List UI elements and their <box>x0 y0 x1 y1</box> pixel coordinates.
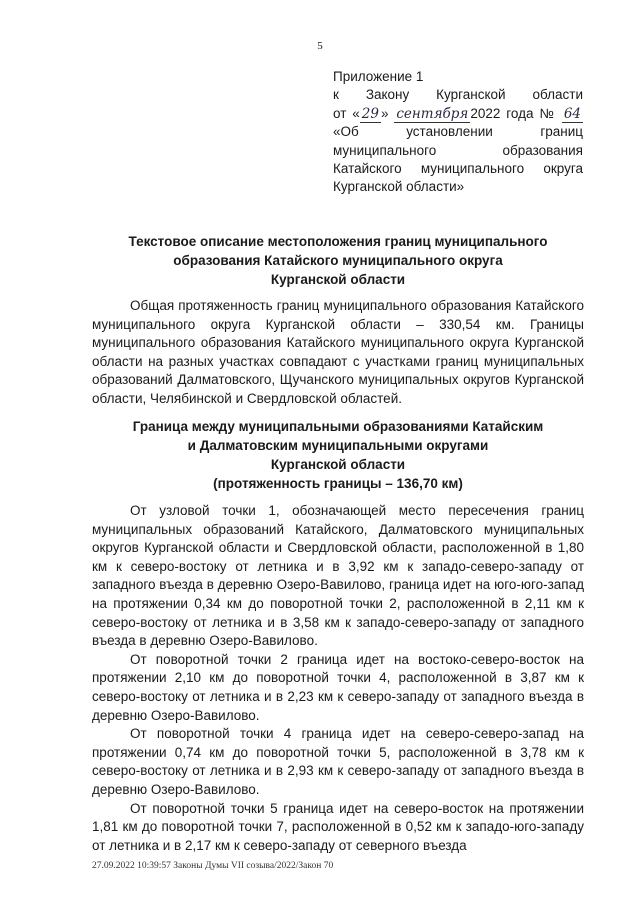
date-mid: » <box>380 105 389 121</box>
document-footer: 27.09.2022 10:39:57 Законы Думы VII созыва/2022/Закон 70 <box>92 861 334 871</box>
section-heading-length: (протяженность границы – 136,70 км) <box>213 476 463 491</box>
section-heading-line3: Курганской области <box>270 457 406 472</box>
main-heading <box>92 232 584 289</box>
appendix-subject-line3: Катайского муниципального округа <box>333 161 583 177</box>
appendix-date-line <box>333 105 583 123</box>
appendix-law-line: к Закону Курганской области <box>333 87 583 103</box>
paragraph: От поворотной точки 5 граница идет на северо-восток на протяжении 1,81 км до поворотной точки 7, расположенной в 0,52 км к западо-юго-западу от летника и в 2,17 км к северо-западу от северного въезда <box>92 800 584 853</box>
handwritten-day: 29 <box>361 105 379 122</box>
boundary-description <box>92 502 584 855</box>
date-suffix: 2022 года № <box>470 105 556 121</box>
handwritten-month: сентября <box>396 105 469 122</box>
appendix-subject-line1: «Об установлении границ <box>333 124 583 140</box>
main-heading-line1: Текстовое описание местоположения границ муниципального <box>128 234 548 249</box>
section-heading <box>92 417 584 493</box>
appendix-subject-line4: Курганской области» <box>333 179 465 195</box>
main-heading-line2: образования Катайского муниципального округа <box>173 253 503 268</box>
appendix-subject-line2: муниципального образования <box>333 142 583 158</box>
section-heading-line2: и Далматовским муниципальными округами <box>187 438 489 453</box>
paragraph: От поворотной точки 4 граница идет на северо-северо-запад на протяжении 0,74 км до поворотной точки 5, расположенной в 3,78 км к северо-востоку от летника и в 2,93 км к северо-западу от западного въезда в деревню Озеро-Вавилово. <box>92 726 584 797</box>
date-prefix: от « <box>333 105 360 121</box>
intro-paragraph: Общая протяженность границ муниципального образования Катайского муниципального округа Курганской области – 330,54 км. Границы муниципального образования Катайского муниципального округа Курганской области на разных участках совпадают с участками границ муниципальных образований Далматовского, Щучанского муниципальных округов Курганской области, Челябинской и Свердловской областей. <box>92 298 584 406</box>
section-heading-line1: Граница между муниципальными образованиями Катайским <box>132 419 544 434</box>
handwritten-number: 64 <box>563 105 581 122</box>
intro-section <box>92 297 584 409</box>
main-heading-line3: Курганской области <box>270 272 406 287</box>
appendix-title: Приложение 1 <box>333 69 424 84</box>
paragraph: От узловой точки 1, обозначающей место пересечения границ муниципальных образований Катайского, Далматовского муниципальных округов Курганской области и Свердловской области, расположенной в 1,80 км к северо-востоку от летника и в 3,92 км к западо-северо-западу от западного въезда в деревню Озеро-Вавилово, граница идет на юго-юго-запад на протяжении 0,34 км до поворотной точки 2, расположенной в 2,11 км к северо-востоку от летника и в 3,58 км к западо-северо-западу от западного въезда в деревню Озеро-Вавилово. <box>92 503 584 649</box>
appendix-block <box>333 68 583 197</box>
paragraph: От поворотной точки 2 граница идет на востоко-северо-восток на протяжении 2,10 км до поворотной точки 4, расположенной в 3,87 км к северо-востоку от летника и в 2,23 км к северо-западу от западного въезда в деревню Озеро-Вавилово. <box>92 651 584 723</box>
page-number: 5 <box>317 40 323 52</box>
